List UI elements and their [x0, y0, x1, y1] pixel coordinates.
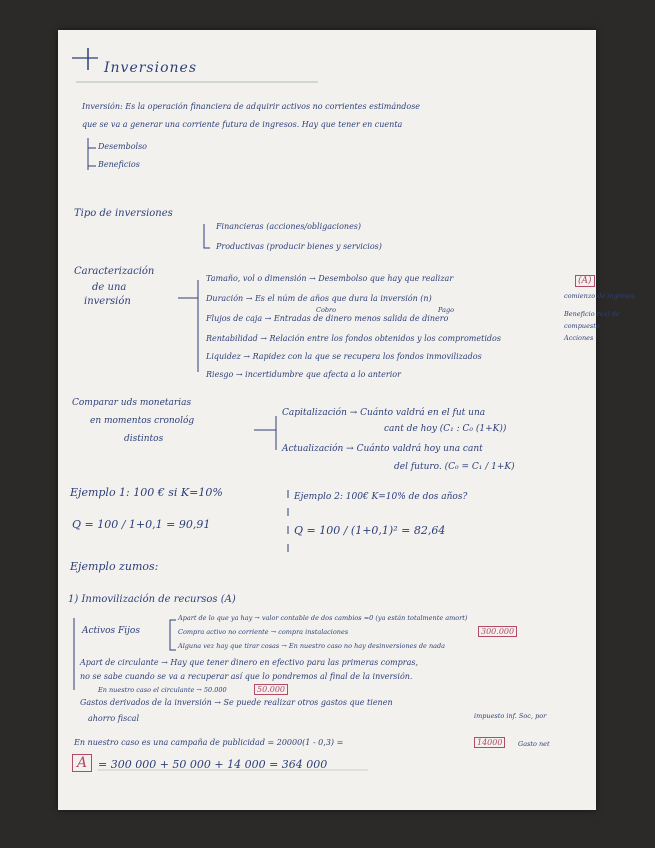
caract-row-liquidez: Liquidez → Rapidez con la que se recupera los fondos inmovilizados [206, 352, 482, 361]
note-acciones: Acciones [564, 334, 594, 342]
note-comienzo: comienzo de ingresos [564, 292, 636, 300]
capitalizacion: Capitalización → Cuánto valdrá en el fut una [282, 408, 486, 418]
ejemplo1-title: Ejemplo 1: 100 € si K=10% [70, 486, 223, 499]
definition-line-2: que se va a generar una corriente futura de ingresos. Hay que tener en cuenta [82, 120, 403, 129]
boxed-50000: 50.000 [254, 684, 288, 695]
circulante-line-3: En nuestro caso el circulante → 50.000 [98, 686, 227, 694]
actualizacion: Actualización → Cuánto valdrá hoy una cant [282, 444, 483, 454]
definition-item-beneficios: Beneficios [98, 160, 140, 169]
tag-a: (A) [575, 275, 595, 287]
caract-row-flujos: Flujos de caja → Entradas de dinero menos salida de dinero [206, 314, 449, 323]
note-compuesto: compuesto [564, 322, 600, 330]
caracterizacion-label-2: de una [92, 282, 127, 293]
campana-line: En nuestro caso es una campaña de publicidad = 20000(1 - 0,3) = [74, 738, 344, 747]
caracterizacion-label-1: Caracterización [74, 266, 155, 277]
gastos-line-1: Gastos derivados de la inversión → Se puede realizar otros gastos que tienen [80, 698, 393, 707]
comparar-label-1: Comparar uds monetarias [72, 398, 192, 408]
caracterizacion-label-3: inversión [84, 296, 131, 307]
caract-row-riesgo: Riesgo → incertidumbre que afecta a lo anterior [206, 370, 401, 379]
fijos-line-3: Alguna vez hay que tirar cosas → En nuestro caso no hay desinversiones de nada [178, 642, 446, 650]
ejemplo2-title: Ejemplo 2: 100€ K=10% de dos años? [294, 492, 468, 502]
ejemplo-zumos: Ejemplo zumos: [70, 560, 159, 573]
note-pago: Pago [438, 306, 455, 314]
caract-row-tamano: Tamaño, vol o dimensión → Desembolso que hay que realizar [206, 274, 454, 283]
fijos-line-2: Compra activo no corriente → compra instalaciones [178, 628, 349, 636]
comparar-label-3: distintos [124, 434, 164, 444]
caract-row-rentabilidad: Rentabilidad → Relación entre los fondos obtenidos y los comprometidos [206, 334, 501, 343]
tipos-label: Tipo de inversiones [74, 208, 173, 219]
inmov-title: 1) Inmovilización de recursos (A) [68, 594, 236, 605]
ejemplo2-formula: Q = 100 / (1+0,1)² = 82,64 [294, 524, 446, 537]
tipos-financieras: Financieras (acciones/obligaciones) [216, 222, 362, 231]
definition-item-desembolso: Desembolso [98, 142, 147, 151]
circulante-line-2: no se sabe cuando se va a recuperar así que lo pondremos al final de la inversión. [80, 672, 413, 681]
tipos-productivas: Productivas (producir bienes y servicios) [216, 242, 382, 251]
total-formula: = 300 000 + 50 000 + 14 000 = 364 000 [98, 758, 328, 771]
note-cobro: Cobro [316, 306, 337, 314]
gastos-line-2: ahorro fiscal [88, 714, 139, 723]
definition-line-1: Inversión: Es la operación financiera de adquirir activos no corrientes estimándose [82, 102, 421, 111]
activos-fijos-label: Activos Fijos [82, 626, 140, 636]
comparar-label-2: en momentos cronológ [90, 416, 195, 426]
actualizacion-formula: del futuro. (C₀ = C₁ / 1+K) [394, 462, 515, 472]
boxed-300000: 300.000 [478, 626, 517, 637]
note-beneficio: Beneficio real de [564, 310, 620, 318]
gasto-net-note: Gasto net [518, 740, 550, 748]
gastos-note: impuesto inf. Soc, por [474, 712, 547, 720]
page-title: Inversiones [104, 60, 198, 76]
caract-row-duracion: Duración → Es el núm de años que dura la inversión (n) [206, 294, 432, 303]
notebook-page [58, 30, 636, 810]
capitalizacion-formula: cant de hoy (C₁ : C₀ (1+K)) [384, 424, 507, 434]
boxed-14000: 14000 [474, 737, 505, 748]
fijos-line-1: Apart de lo que ya hay → valor contable de dos cambios =0 (ya están totalmente amort) [178, 614, 468, 622]
total-a-box: A [72, 754, 92, 772]
ejemplo1-formula: Q = 100 / 1+0,1 = 90,91 [72, 518, 211, 531]
circulante-line-1: Apart de circulante → Hay que tener dinero en efectivo para las primeras compras, [80, 658, 418, 667]
